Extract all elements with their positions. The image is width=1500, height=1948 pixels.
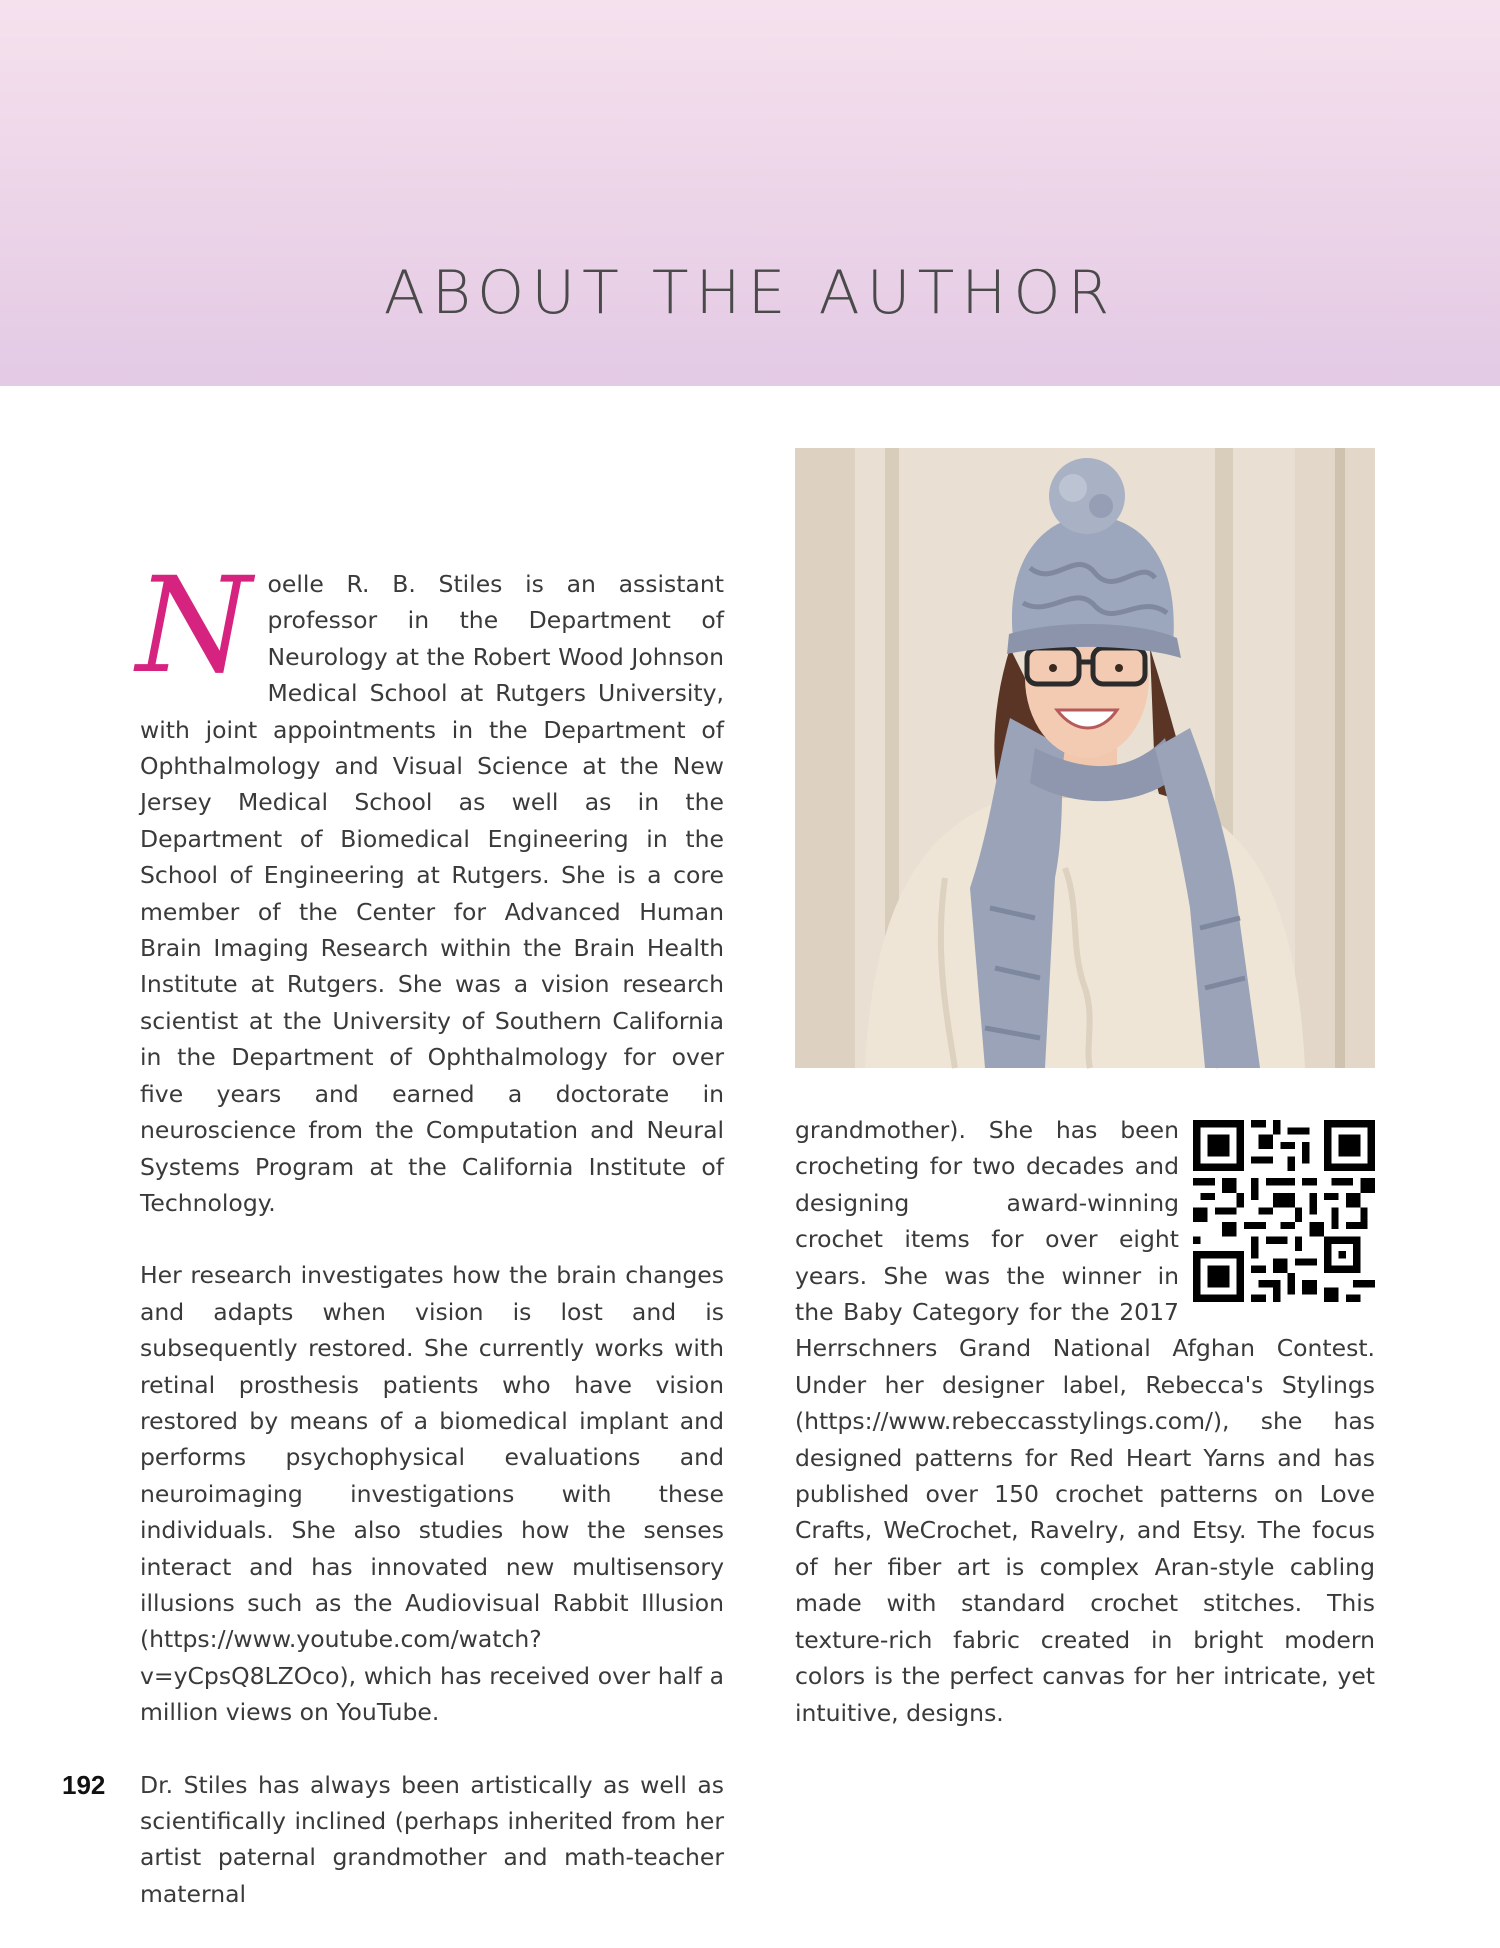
- author-photo-illustration: [795, 448, 1375, 1068]
- page-number: 192: [62, 1770, 106, 1800]
- bio-paragraph-3-start: Dr. Stiles has always been artistically as well as scientifically inclined (perhaps inherited from her artist paternal grandmother and math-teacher maternal: [140, 1770, 724, 1908]
- bio-paragraph-1: [136, 549, 724, 1221]
- bio-paragraph-2: Her research investigates how the brain changes and adapts when vision is lost and is subsequently restored. She currently works with retinal prosthesis patients who have vision restored by means of a biomedical implant and performs psychophysical evaluations and neuroimaging investigations with these individuals. She also studies how the senses interact and has innovated new multisensory illusions such as the Audiovisual Rabbit Illusion (https://www.youtube.com/watch?v=yCpsQ8LZOco), which has received over half a million views on YouTube.: [140, 1261, 724, 1727]
- header-banner: [0, 0, 1500, 386]
- bio-paragraph-3-continued: grandmother). She has been crocheting for two decades and designing award-winning crochet items for over eight years. She was the winner in the Baby Category for the 2017 Herrschners Grand National Afghan Contest. Under her designer label, Rebecca's Stylings (https://www.rebeccasstylings.com/), she has designed patterns for Red Heart Yarns and has published over 150 crochet patterns on Love Crafts, WeCrochet, Ravelry, and Etsy. The focus of her fiber art is complex Aran-style cabling made with standard crochet stitches. This texture-rich fabric created in bright modern colors is the perfect canvas for her intricate, yet intuitive, designs.: [795, 1116, 1375, 1727]
- drop-cap: N: [136, 549, 252, 703]
- qr-code: [1193, 1120, 1375, 1302]
- bio-right-column: [795, 1112, 1375, 1731]
- author-photo: [795, 448, 1375, 1068]
- bio-left-column: [136, 549, 724, 1948]
- bio-paragraph-1-text: oelle R. B. Stiles is an assistant professor in the Department of Neurology at the Robert Wood Johnson Medical School at Rutgers University, with joint appointments in the Department of Ophthalmology and Visual Science at the New Jersey Medical School as well as in the Department of Biomedical Engineering in the School of Engineering at Rutgers. She is a core member of the Center for Advanced Human Brain Imaging Research within the Brain Health Institute at Rutgers. She was a vision research scientist at the University of Southern California in the Department of Ophthalmology for over five years and earned a doctorate in neuroscience from the Computation and Neural Systems Program at the California Institute of Technology.: [140, 570, 724, 1217]
- page-title: ABOUT THE AUTHOR: [383, 258, 1117, 328]
